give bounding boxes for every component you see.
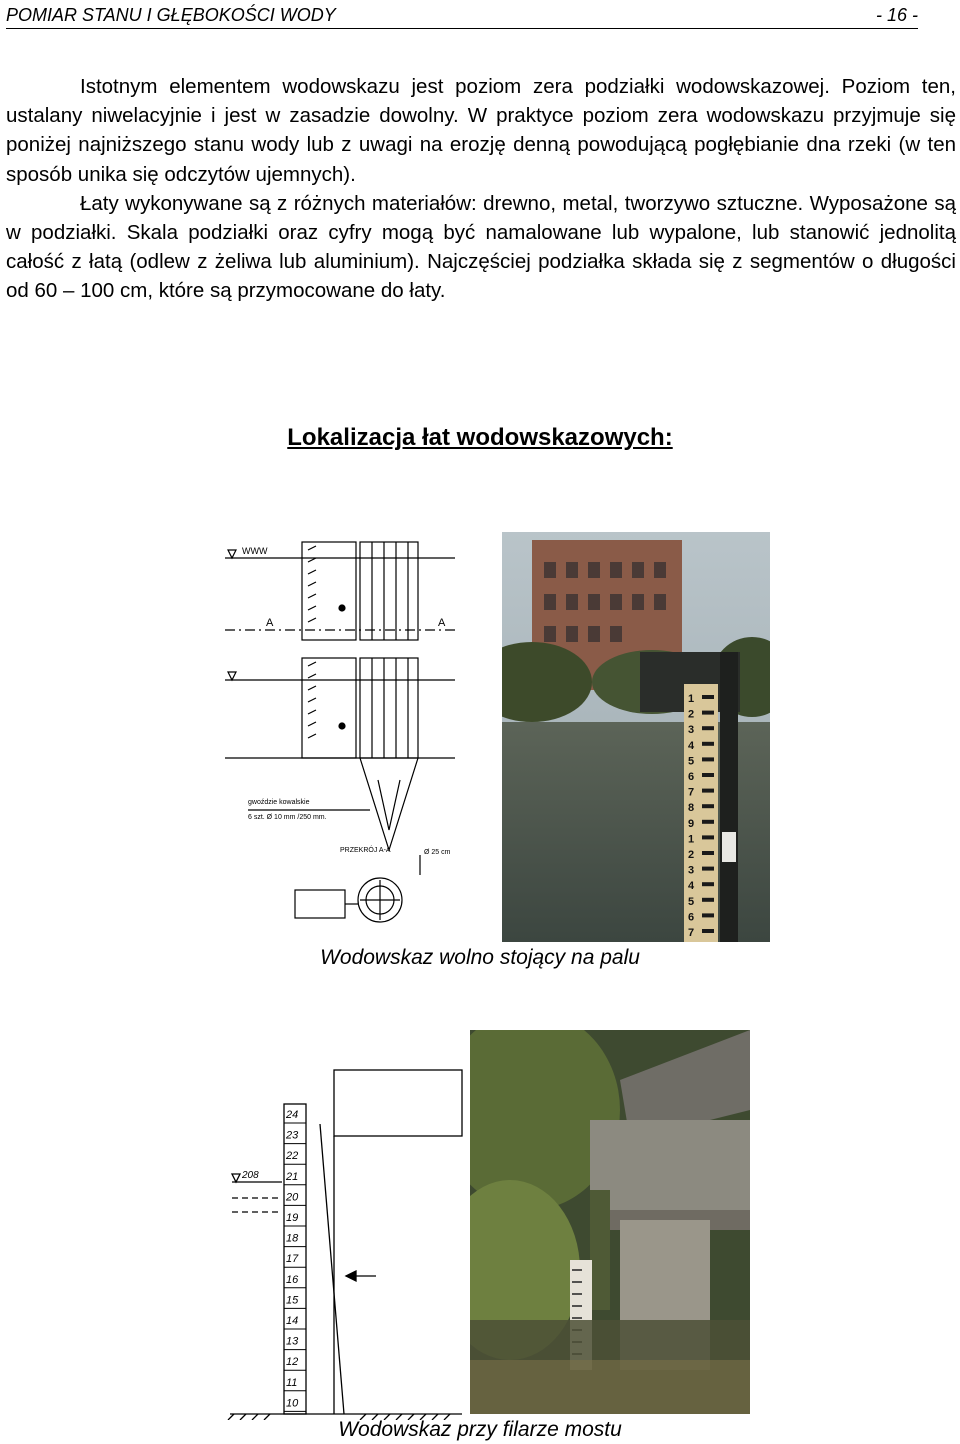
scale-number: 23 (286, 1129, 299, 1142)
gauge-tick (702, 695, 714, 699)
scale-number: 14 (286, 1315, 299, 1327)
gauge-tick (702, 929, 714, 933)
paragraph-2: Łaty wykonywane są z różnych materiałów: drewno, metal, tworzywo sztuczne. Wyposażone są w podziałki. Skala podziałki oraz cyfry mogą być namalowane lub wypalone, lub stanowić jednolitą całość z łatą (odlew z żeliwa lub aluminium). Najczęściej podziałka składa się z segmentów o długości od 60 – 100 cm, które są przymocowane do łaty. (6, 191, 956, 303)
gauge-digit: 4 (688, 739, 695, 752)
gauge-digit: 6 (688, 911, 695, 924)
document-title: POMIAR STANU I GŁĘBOKOŚCI WODY (6, 5, 336, 25)
gauge-tick (702, 742, 714, 746)
gauge-digit: 4 (688, 880, 695, 893)
scale-number: 19 (286, 1212, 299, 1224)
bridge-pier-drawing (226, 1064, 466, 1420)
gauge-digit: 1 (688, 833, 695, 846)
bolts-note-2: 6 szt. Ø 10 mm /250 mm. (248, 814, 327, 821)
page-header (6, 4, 918, 29)
scale-number: 11 (286, 1376, 298, 1389)
gauge-digit: 6 (688, 771, 695, 783)
gauge-digit: 3 (688, 864, 695, 877)
gauge-tick (702, 804, 714, 808)
section-a-left: A (266, 617, 274, 629)
gauge-digit: 8 (688, 802, 695, 815)
gauge-digit: 2 (688, 849, 695, 861)
body-text (6, 72, 956, 306)
paragraph-1: Istotnym elementem wodowskazu jest poziom zera podziałki wodowskazowej. Poziom ten, ustalany niwelacyjnie i jest w zasadzie dowolny. W praktyce poziom zera wodowskazu przyjmuje się poniżej najniższego stanu wody lub z uwagi na erozję denną powodującą pogłębianie dna rzeki (w ten sposób unika się odczytów ujemnych). (6, 75, 956, 186)
gauge-tick (702, 851, 714, 855)
gauge-digit: 7 (688, 786, 695, 799)
scale-number: 22 (286, 1150, 299, 1163)
gauge-tick (702, 820, 714, 824)
scale-number: 24 (286, 1109, 299, 1121)
scale-number: 13 (286, 1335, 299, 1348)
gauge-digit: 5 (688, 755, 695, 768)
gauge-tick (702, 913, 714, 917)
gauge-tick (702, 789, 714, 793)
figure2-caption: Wodowskaz przy filarze mostu (338, 1418, 622, 1441)
gauge-tick (702, 711, 714, 715)
figure1-caption: Wodowskaz wolno stojący na palu (320, 946, 640, 969)
gauge-tick (702, 882, 714, 886)
section-a-right: A (438, 617, 446, 629)
gauge-tick (702, 898, 714, 902)
www-label: WWW (242, 546, 268, 556)
scale-number: 21 (286, 1170, 299, 1183)
bolts-note-1: gwoździe kowalskie (248, 799, 310, 806)
scale-number: 17 (286, 1253, 299, 1266)
dimension-label: Ø 25 cm (424, 849, 451, 856)
bridge-pier-photo (470, 1030, 750, 1414)
gauge-digit: 7 (688, 927, 695, 939)
page-number: - 16 - (875, 5, 918, 25)
pile-gauge-drawing (220, 530, 470, 950)
scale-number: 18 (286, 1232, 299, 1245)
gauge-tick (702, 867, 714, 871)
scale-number: 15 (286, 1294, 299, 1307)
gauge-digit: 2 (688, 708, 695, 721)
gauge-digit: 5 (688, 895, 695, 908)
section-title: Lokalizacja łat wodowskazowych: (287, 424, 673, 451)
scale-number: 12 (286, 1356, 299, 1369)
gauge-digit: 3 (688, 724, 695, 737)
gauge-tick (702, 773, 714, 777)
scale-number: 20 (286, 1191, 299, 1204)
scale-number: 10 (286, 1397, 299, 1410)
section-aa-label: PRZEKRÓJ A-A (340, 847, 391, 854)
water-level-label: 208 (242, 1170, 259, 1181)
scale-number: 16 (286, 1273, 299, 1286)
gauge-tick (702, 726, 714, 730)
gauge-digit: 9 (688, 817, 695, 830)
gauge-digit: 1 (688, 693, 695, 705)
gauge-tick (702, 757, 714, 761)
gauge-tick (702, 835, 714, 839)
pile-gauge-photo (502, 532, 770, 942)
